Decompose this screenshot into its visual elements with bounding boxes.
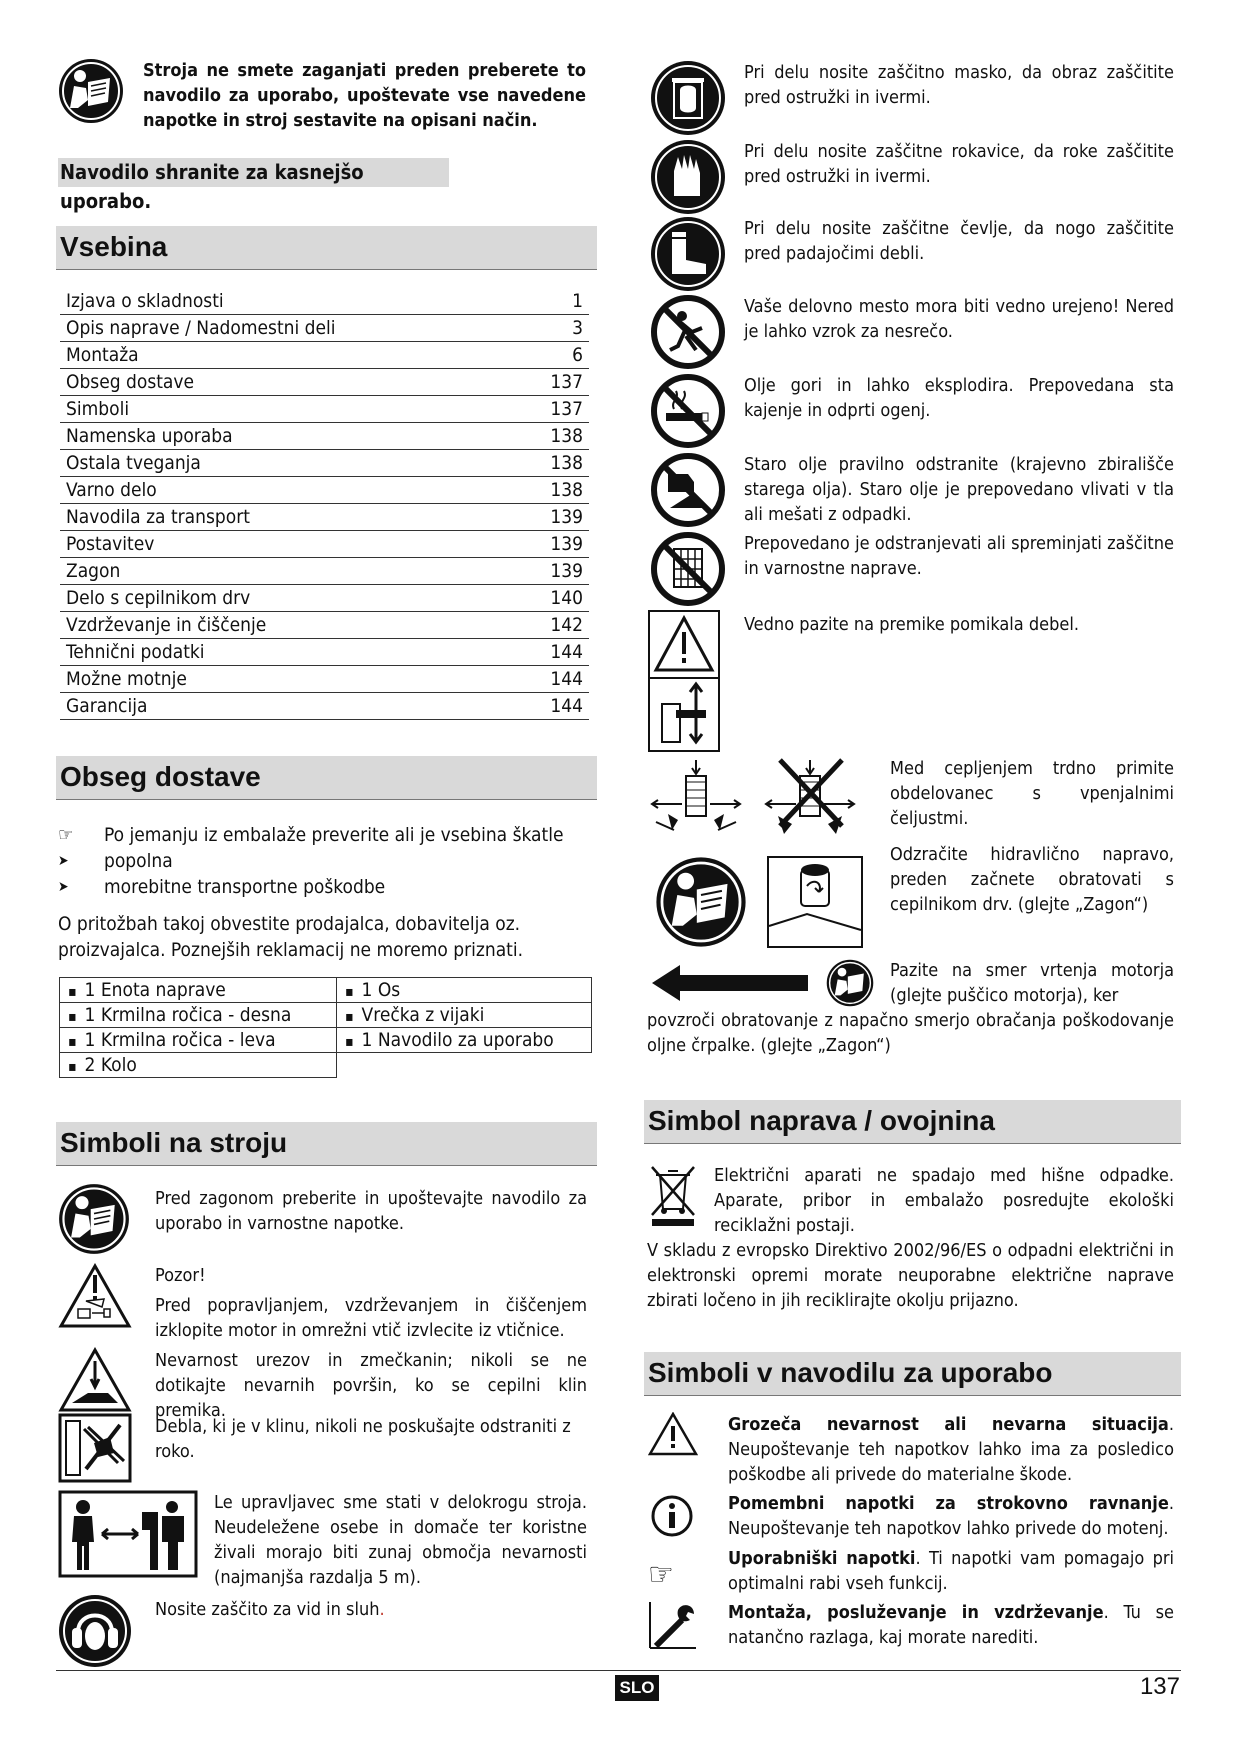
gloves-icon (650, 139, 726, 215)
safety-boots-icon (650, 216, 726, 292)
toc-row[interactable]: Obseg dostave 137 (60, 369, 589, 396)
guards-text: Prepovedano je odstranjevati ali spreminjati zaščitne in varnostne naprave. (744, 533, 1174, 579)
no-guard-removal-icon (650, 531, 726, 607)
cut-danger-text: Nevarnost urezov in zmečkanin; nikoli se ne dotikajte nevarnih površin, ko se cepilni klin premika. (155, 1350, 587, 1421)
toc-row[interactable]: Izjava o skladnosti 1 (60, 288, 589, 315)
info-text: Pomembni napotki za strokovno ravnanje. Neupoštevanje teh napotkov lahko privede do motenj. (728, 1493, 1174, 1539)
correct-clamp-icon (648, 756, 744, 838)
read-manual-icon (58, 1183, 130, 1255)
delivery-item: ▪ 1 Krmilna ročica - desna (60, 1003, 337, 1028)
fire-text: Olje gori in lahko eksplodira. Prepovedana sta kajenje in odprti ogenj. (744, 375, 1174, 421)
feed-text: Vedno pazite na premike pomikala debel. (744, 614, 1080, 635)
user-tips-text: Uporabniški napotki. Ti napotki vam pomagajo pri optimalni rabi vseh funkcij. (728, 1548, 1174, 1594)
wrench-icon (648, 1600, 698, 1650)
safety-boots-text: Pri delu nosite zaščitne čevlje, da nogo zaščitite pred padajočimi debli. (744, 218, 1174, 264)
read-manual-icon (655, 856, 747, 948)
no-oil-dumping-icon (650, 452, 726, 528)
read-manual-icon (826, 959, 874, 1007)
toc-row[interactable]: Vzdrževanje in čiščenje 142 (60, 612, 589, 639)
arrow-bullet-icon: ➤ (58, 879, 69, 895)
read-manual-text: Pred zagonom preberite in upoštevajte navodilo za uporabo in varnostne napotke. (155, 1188, 587, 1234)
toc-row[interactable]: Delo s cepilnikom drv 140 (60, 585, 589, 612)
toc-row[interactable]: Garancija 144 (60, 693, 589, 720)
no-tripping-icon (650, 294, 726, 370)
read-manual-icon (58, 58, 124, 124)
language-badge: SLO (615, 1675, 659, 1701)
toc-row[interactable]: Montaža 6 (60, 342, 589, 369)
contents-list (60, 288, 589, 720)
jammed-log-hand-icon (58, 1413, 132, 1483)
toc-row[interactable]: Možne motnje 144 (60, 666, 589, 693)
weee-text-a: Električni aparati ne spadajo med hišne odpadke. Aparate, pribor in embalažo posredujte ekološki reciklažni postaji. (714, 1165, 1174, 1236)
toc-row[interactable]: Ostala tveganja 138 (60, 450, 589, 477)
delivery-item: ▪ 1 Enota naprave (60, 978, 337, 1003)
toc-row[interactable]: Zagon 139 (60, 558, 589, 585)
contents-header: Vsebina (56, 226, 597, 270)
toc-row[interactable]: Postavitev 139 (60, 531, 589, 558)
oil-dispose-text: Staro olje pravilno odstranite (krajevno zbirališče starega olja). Staro olje je prepovedano vlivati v tla ali mešati z odpadki. (744, 454, 1174, 525)
delivery-item: ▪ Vrečka z vijaki (337, 1003, 592, 1028)
delivery-check-block: ☞ Po jemanju iz embalaže preverite ali je vsebina škatle ➤ popolna ➤ morebitne transportne poškodbe (58, 824, 564, 898)
rotation-text-a: Pazite na smer vrtenja motorja (glejte puščico motorja), ker (890, 960, 1174, 1006)
vent-text: Odzračite hidravlično napravo, preden začnete obratovati s cepilnikom drv. (glejte „Zagon“) (890, 844, 1174, 915)
toc-row[interactable]: Namenska uporaba 138 (60, 423, 589, 450)
caution-label: Pozor! (155, 1265, 206, 1286)
ear-eye-text: Nosite zaščito za vid in sluh. (155, 1599, 385, 1620)
ear-eye-protection-icon (58, 1594, 132, 1668)
unplug-warning-icon (58, 1263, 132, 1329)
weee-text-b: V skladu z evropsko Direktivo 2002/96/ES o odpadni električni in elektronski opremi morate neuporabne električne naprave zbirati ločeno in jih reciklirajte okolju prijazno. (647, 1240, 1174, 1311)
toc-row[interactable]: Tehnični podatki 144 (60, 639, 589, 666)
face-mask-text: Pri delu nosite zaščitno masko, da obraz zaščitite pred ostružki in ivermi. (744, 62, 1174, 108)
toc-row[interactable]: Varno delo 138 (60, 477, 589, 504)
delivery-complaint: O pritožbah takoj obvestite prodajalca, dobavitelja oz. proizvajalca. Poznejših reklamacij ne moremo priznati. (58, 913, 524, 961)
delivery-items-table (59, 977, 592, 1078)
hydraulic-vent-icon (767, 856, 863, 948)
rotation-text-b: povzroči obratovanje z napačno smerjo obračanja poškodovanje oljne črpalke. (glejte „Zagon“) (647, 1010, 1174, 1056)
machine-symbols-header: Simboli na stroju (56, 1122, 597, 1166)
wrong-clamp-icon (762, 756, 858, 838)
no-smoking-icon (650, 373, 726, 449)
clamp-text: Med cepljenjem trdno primite obdelovanec s vpenjalnimi čeljustmi. (890, 758, 1174, 829)
info-icon (650, 1494, 694, 1538)
operator-zone-text: Le upravljavec sme stati v delokrogu stroja. Neudeležene osebe in domače ter koristne živali morajo biti zunaj območja nevarnosti (najmanjša razdalja 5 m). (214, 1492, 587, 1588)
wrench-text: Montaža, posluževanje in vzdrževanje. Tu se natančno razlaga, kaj morate narediti. (728, 1602, 1175, 1648)
danger-triangle-icon (648, 1412, 698, 1456)
manual-symbols-header: Simboli v navodilu za uporabo (644, 1352, 1181, 1396)
page-number: 137 (1139, 1673, 1180, 1700)
arrow-bullet-icon: ➤ (58, 853, 69, 869)
danger-text: Grozeča nevarnost ali nevarna situacija. Neupoštevanje teh napotkov lahko ima za posledico poškodbe ali privede do materialne škode. (728, 1414, 1174, 1485)
device-packaging-header: Simbol naprava / ovojnina (644, 1100, 1181, 1144)
unplug-text: Pred popravljanjem, vzdrževanjem in čiščenjem izklopite motor in omrežni vtič izvlecite iz vtičnice. (155, 1295, 587, 1341)
pointing-hand-icon: ☞ (648, 1555, 674, 1593)
motor-direction-arrow-icon (650, 963, 810, 1003)
intro-warning: Stroja ne smete zaganjati preden preberete to navodilo za uporabo, upoštevate vse navedene napotke in stroj sestavite na opisani način. (143, 60, 586, 131)
keep-manual-note: Navodilo shranite za kasnejšo uporabo. (58, 158, 449, 187)
log-pusher-warning-icon (648, 610, 720, 752)
toc-row[interactable]: Simboli 137 (60, 396, 589, 423)
weee-bin-icon (648, 1163, 698, 1227)
hand-crush-warning-icon (58, 1347, 132, 1413)
pointing-hand-icon: ☞ (58, 824, 74, 846)
delivery-item: ▪ 1 Navodilo za uporabo (337, 1028, 592, 1053)
toc-row[interactable]: Navodila za transport 139 (60, 504, 589, 531)
footer-rule (56, 1670, 1181, 1671)
delivery-header: Obseg dostave (56, 756, 597, 800)
delivery-item: ▪ 1 Krmilna ročica - leva (60, 1028, 337, 1053)
keep-distance-icon (58, 1490, 198, 1578)
delivery-item: ▪ 1 Os (337, 978, 592, 1003)
delivery-item: ▪ 2 Kolo (60, 1053, 337, 1078)
gloves-text: Pri delu nosite zaščitne rokavice, da roke zaščitite pred ostružki in ivermi. (744, 141, 1174, 187)
toc-row[interactable]: Opis naprave / Nadomestni deli 3 (60, 315, 589, 342)
jammed-log-text: Debla, ki je v klinu, nikoli ne poskušajte odstraniti z roko. (155, 1416, 571, 1462)
tidy-workplace-text: Vaše delovno mesto mora biti vedno urejeno! Nered je lahko vzrok za nesrečo. (744, 296, 1174, 342)
face-mask-icon (650, 60, 726, 136)
